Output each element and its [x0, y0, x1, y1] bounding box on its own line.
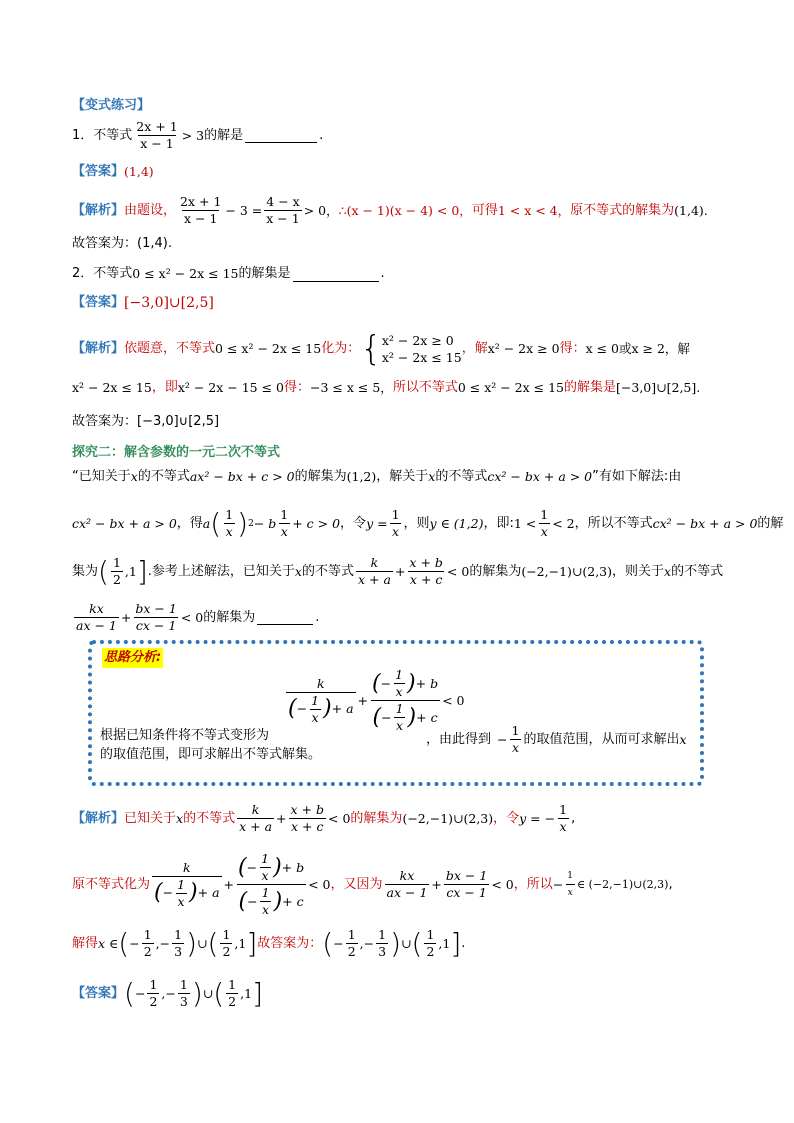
answer-label: 【答案】 — [72, 985, 125, 1001]
section-title-explore-two — [72, 443, 724, 463]
problem-2-answer: 【答案】 [−3,0]∪[2,5] — [72, 295, 214, 311]
question-line-2: cx² − bx + a > 0 ，得 a ( $\frac{1}{x}$ ) 2 − b $\frac{1}{x}$ + c > 0 ，令 y = $\frac{1}{x}$ ，则 y ∈ (1,2) ，即: 1 < $\frac{1}{x}$ < 2 ，所以不等式 cx² − bx + a > 0 的解 — [72, 506, 784, 540]
question-line-4: $\frac{kx}{ax - 1}$ + $\frac{bx - 1}{cx - 1}$ < 0 的解集为 . — [76, 601, 320, 633]
hint-formula: k ( − $\frac{1}{x}$ ) + a + ( − $\frac{1}{x}$ ) + b ( − $\frac{1}{x}$ ) + c < 0 — [288, 667, 465, 733]
problem-1-final: 故答案为：(1,4). — [72, 236, 172, 251]
section-title-variant-practice — [72, 96, 724, 116]
answer-label: 【答案】 — [72, 164, 125, 179]
answer-blank — [245, 128, 317, 143]
analysis-label: 【解析】 — [72, 341, 125, 356]
problem-2-analysis-line-2: x² − 2x ≤ 15 ，即 x² − 2x − 15 ≤ 0 得： −3 ≤ x ≤ 5， 所以不等式 0 ≤ x² − 2x ≤ 15 的解集是 [−3,0]∪[2,5]. — [72, 380, 701, 395]
section-heading: 【变式练习】 — [72, 98, 151, 113]
answer-label: 【答案】 — [72, 295, 125, 310]
problem-1-answer: 【答案】 (1,4) — [72, 162, 724, 182]
analysis-label: 【解析】 — [72, 810, 125, 826]
fraction: $\frac{2x + 1}{x - 1}$ — [136, 119, 178, 151]
problem-1-analysis: 【解析】 由题设， $\frac{2x + 1}{x - 1}$ − 3 = $\frac{4 - x}{x - 1}$ > 0， ∴(x − 1)(x − 4) < 0， 可得 1 < x < 4， 原不等式的解集为 (1,4). — [72, 194, 708, 226]
problem-2: 2． 不等式 0 ≤ x² − 2x ≤ 15 的解集是 . — [72, 266, 385, 281]
inequality-system: x² − 2x ≥ 0 x² − 2x ≤ 15 — [381, 333, 462, 365]
hint-tag: 思路分析: — [102, 648, 163, 668]
analysis-3-line-1: 【解析】 已知关于 x 的不等式 $\frac{k}{x + a}$ + $\frac{x + b}{x + c}$ < 0 的解集为 (−2,−1)∪(2,3) ，令 y = − $\frac{1}{x}$ , — [72, 802, 576, 834]
question-line-3: 集为 ( $\frac{1}{2}$ , 1 ] .参考上述解法，已知关于 x 的不等式 $\frac{k}{x + a}$ + $\frac{x + b}{x + c}$ < 0 的解集为 (−2,−1)∪(2,3) ，则关于 x 的不等式 — [72, 554, 724, 588]
hint-text-line-2: 的取值范围，即可求解出不等式解集。 — [100, 747, 322, 762]
analysis-3-line-2: 原不等式化为 k ( − $\frac{1}{x}$ ) + a + ( − $\frac{1}{x}$ ) + b ( − $\frac{1}{x}$ ) + c < 0 ，又因为 $\frac{kx}{ax - 1}$ + $\frac{bx - 1}{cx - 1}$ < 0 ，所以 − $\frac{1}{x}$ ∈ (−2,−1)∪(2,3) , — [72, 851, 673, 917]
hint-text-line-1b: ，由此得到 − $\frac{1}{x}$ 的取值范围，从而可求解出 x — [426, 723, 687, 755]
analysis-3-line-3: 解得 x ∈ ( − $\frac{1}{2}$ , − $\frac{1}{3}$ ) ∪ ( $\frac{1}{2}$ , 1 ] 故答案为： ( − $\frac{1}{2}$ , − $\frac{1}{3}$ ) ∪ ( $\frac{1}{2}$ , 1 ] . — [72, 926, 466, 960]
analysis-label: 【解析】 — [72, 202, 125, 218]
hint-text-line-1: 根据已知条件将不等式变形为 — [100, 728, 270, 743]
hint-tag-row — [102, 648, 724, 668]
answer-blank — [293, 267, 379, 282]
section-heading: 探究二：解含参数的一元二次不等式 — [72, 445, 281, 460]
problem-2-final: 故答案为：[−3,0]∪[2,5] — [72, 414, 220, 429]
analysis-3-answer: 【答案】 ( − $\frac{1}{2}$ , − $\frac{1}{3}$ ) ∪ ( $\frac{1}{2}$ , 1 ] — [72, 976, 263, 1010]
problem-2-analysis-line-1: 【解析】 依题意，不等式 0 ≤ x² − 2x ≤ 15 化为： { x² − 2x ≥ 0 x² − 2x ≤ 15 ，解 x² − 2x ≥ 0 得： x ≤ 0或x ≥ 2，解 — [72, 329, 690, 369]
answer-blank — [257, 610, 313, 625]
problem-1: 1． 不等式 $\frac{2x + 1}{x - 1}$ > 3 的解是 . — [72, 119, 324, 151]
question-line-1: “已知关于 x 的不等式 ax² − bx + c > 0 的解集为 (1,2) ，解关于 x 的不等式 cx² − bx + a > 0 ”有如下解法:由 — [72, 469, 682, 484]
